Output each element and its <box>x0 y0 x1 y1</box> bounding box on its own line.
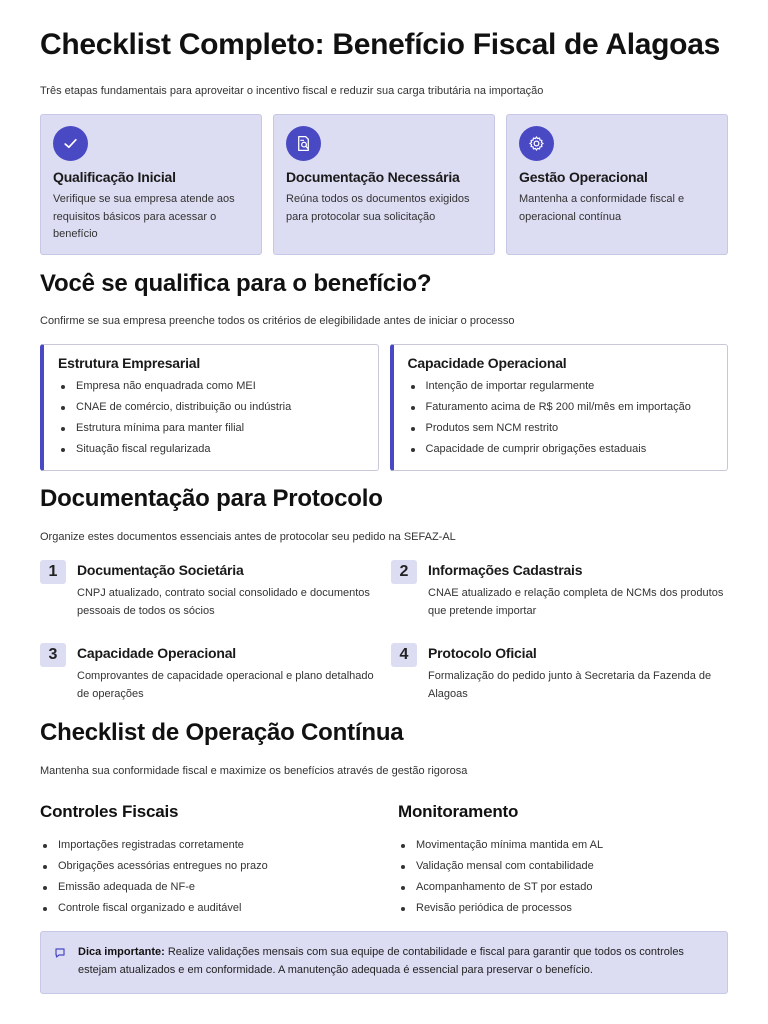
comment-icon <box>54 947 66 959</box>
documentation-subtitle: Organize estes documentos essenciais antes de protocolar seu pedido na SEFAZ-AL <box>40 531 456 543</box>
qualify-subtitle: Confirme se sua empresa preenche todos os critérios de elegibilidade antes de iniciar o processo <box>40 315 515 327</box>
gear-icon <box>519 126 554 161</box>
check-icon <box>53 126 88 161</box>
operation-subtitle: Mantenha sua conformidade fiscal e maximize os benefícios através de gestão rigorosa <box>40 765 468 777</box>
tip-callout <box>40 931 728 994</box>
operation-heading: Checklist de Operação Contínua <box>40 719 404 746</box>
criteria-item: Situação fiscal regularizada <box>58 439 366 460</box>
criteria-title: Estrutura Empresarial <box>58 355 201 371</box>
criteria-item: CNAE de comércio, distribuição ou indústria <box>58 397 366 418</box>
step-text: CNAE atualizado e relação completa de NCMs dos produtos que pretende importar <box>428 587 724 617</box>
checklist-item: Obrigações acessórias entregues no prazo <box>40 856 370 877</box>
page-subtitle: Três etapas fundamentais para aproveitar o incentivo fiscal e reduzir sua carga tributária na importação <box>40 85 544 97</box>
stage-card-management <box>506 114 728 255</box>
stage-text: Reúna todos os documentos exigidos para protocolar sua solicitação <box>286 193 470 223</box>
stage-cards <box>40 114 728 255</box>
stage-title: Documentação Necessária <box>286 169 460 185</box>
operation-column-monitoring <box>398 802 728 919</box>
stage-title: Gestão Operacional <box>519 169 648 185</box>
step-text: Comprovantes de capacidade operacional e plano detalhado de operações <box>77 670 374 700</box>
step-title: Documentação Societária <box>77 562 244 578</box>
criteria-box-structure <box>40 344 379 471</box>
criteria-box-capacity <box>390 344 729 471</box>
criteria-item: Produtos sem NCM restrito <box>408 418 716 439</box>
stage-text: Mantenha a conformidade fiscal e operacional contínua <box>519 193 685 223</box>
step-text: CNPJ atualizado, contrato social consolidado e documentos pessoais de todos os sócios <box>77 587 370 617</box>
doc-step <box>391 643 729 703</box>
doc-step <box>40 643 378 703</box>
stage-text: Verifique se sua empresa atende aos requisitos básicos para acessar o benefício <box>53 193 235 240</box>
checklist-item: Importações registradas corretamente <box>40 835 370 856</box>
criteria-list <box>58 376 366 460</box>
qualification-boxes <box>40 344 728 471</box>
checklist-item: Validação mensal com contabilidade <box>398 856 728 877</box>
criteria-item: Faturamento acima de R$ 200 mil/mês em importação <box>408 397 716 418</box>
tip-label: Dica importante: <box>78 946 165 958</box>
step-title: Capacidade Operacional <box>77 645 236 661</box>
step-number: 4 <box>391 643 417 667</box>
criteria-item: Estrutura mínima para manter filial <box>58 418 366 439</box>
qualify-heading: Você se qualifica para o benefício? <box>40 270 432 297</box>
step-text: Formalização do pedido junto à Secretaria da Fazenda de Alagoas <box>428 670 712 700</box>
stage-title: Qualificação Inicial <box>53 169 176 185</box>
checklist <box>40 835 370 919</box>
column-title: Monitoramento <box>398 802 519 821</box>
checklist-item: Controle fiscal organizado e auditável <box>40 898 370 919</box>
checklist-item: Movimentação mínima mantida em AL <box>398 835 728 856</box>
checklist <box>398 835 728 919</box>
step-number: 3 <box>40 643 66 667</box>
checklist-item: Acompanhamento de ST por estado <box>398 877 728 898</box>
stage-card-documentation <box>273 114 495 255</box>
checklist-item: Emissão adequada de NF-e <box>40 877 370 898</box>
operation-column-fiscal <box>40 802 370 919</box>
criteria-item: Empresa não enquadrada como MEI <box>58 376 366 397</box>
criteria-title: Capacidade Operacional <box>407 355 567 371</box>
criteria-item: Intenção de importar regularmente <box>408 376 716 397</box>
step-number: 1 <box>40 560 66 584</box>
criteria-item: Capacidade de cumprir obrigações estaduais <box>408 439 716 460</box>
page-title: Checklist Completo: Benefício Fiscal de Alagoas <box>40 28 720 61</box>
criteria-list <box>408 376 716 460</box>
tip-body: Realize validações mensais com sua equipe de contabilidade e fiscal para garantir que todos os controles estejam atualizados e em conformidade. A manutenção adequada é essencial para preservar o benefício. <box>78 946 684 976</box>
checklist-item: Revisão periódica de processos <box>398 898 728 919</box>
doc-step <box>40 560 378 620</box>
document-search-icon <box>286 126 321 161</box>
tip-text <box>78 944 713 979</box>
step-title: Protocolo Oficial <box>428 645 537 661</box>
doc-step <box>391 560 729 620</box>
step-title: Informações Cadastrais <box>428 562 583 578</box>
column-title: Controles Fiscais <box>40 802 179 821</box>
step-number: 2 <box>391 560 417 584</box>
stage-card-qualification <box>40 114 262 255</box>
documentation-heading: Documentação para Protocolo <box>40 485 383 512</box>
